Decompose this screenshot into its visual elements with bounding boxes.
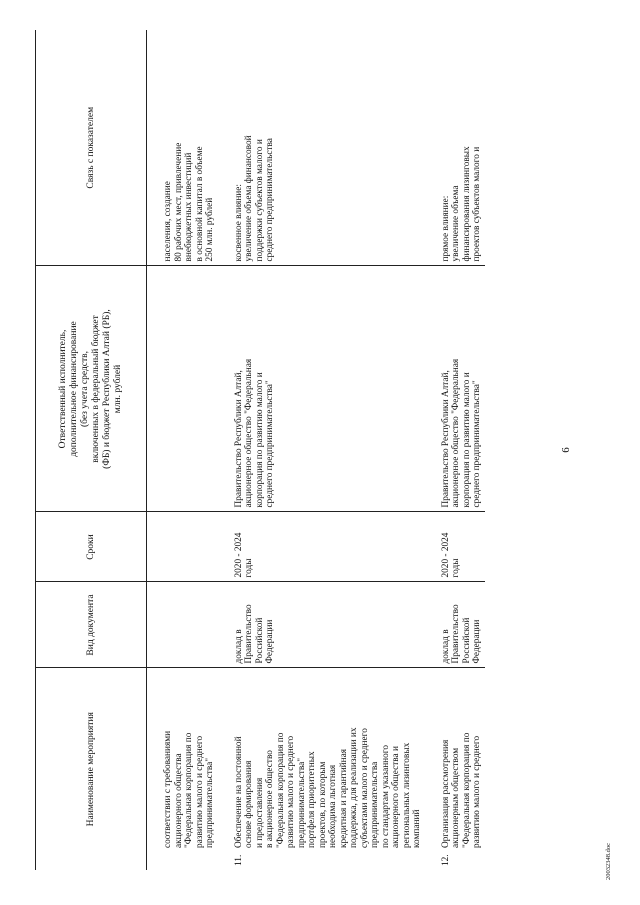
header-terms: Сроки <box>36 512 147 582</box>
row-name: Обеспечение на постоянной основе формирования и предоставления в акционерное общество "Федеральная корпорация по развитию малого и среднего предпринимательства" портфеля приоритетных проектов, по которым необходима льготная кредитная и гарантийная поддержка, для реализации их субъектами малого и среднего предпринимательства по стандартам указанного акционерного общества и региональных лизинговых компаний <box>233 727 422 848</box>
row-doc-type: доклад в Правительство Российской Федерации <box>439 582 485 668</box>
row-link: прямое влияние: увеличение объема финансирования лизинговых проектов субъектов малого и <box>439 30 485 266</box>
row-terms: 2020 - 2024 годы <box>439 512 485 582</box>
header-link: Связь с показателем <box>36 30 147 266</box>
header-name: Наименование мероприятия <box>36 668 147 870</box>
header-executor: Ответственный исполнитель, дополнительное финансирование (без учета средств, включенных в федеральный бюджет (ФБ) и бюджет Республики Алтай (РБ), млн. рублей <box>36 266 147 512</box>
row-doc-type: доклад в Правительство Российской Федерации <box>232 582 425 668</box>
row-executor: Правительство Республики Алтай, акционерное общество "Федеральная корпорация по развитию малого и среднего предпринимательства" <box>232 266 425 512</box>
measures-table <box>35 30 485 870</box>
row-number: 12. <box>440 854 451 866</box>
row-link: косвенное влияние: увеличение объема финансовой поддержки субъектов малого и среднего предпринимательства <box>232 30 425 266</box>
row-executor <box>161 266 218 512</box>
table-header-row <box>36 30 147 870</box>
table-row <box>232 30 425 870</box>
row-terms: 2020 - 2024 годы <box>232 512 425 582</box>
row-name: соответствии с требованиями акционерного общества "Федеральная корпорация по развитию малого и среднего предпринимательства" <box>163 730 215 848</box>
rotated-document-page <box>25 20 615 880</box>
header-doc-type: Вид документа <box>36 582 147 668</box>
row-link: населения, создание 80 рабочих мест, привлечение внебюджетных инвестиций в основной капитал в объеме 250 млн. рублей <box>161 30 218 266</box>
page-number: 6 <box>560 447 572 453</box>
table-row <box>161 30 218 870</box>
row-executor: Правительство Республики Алтай, акционерное общество "Федеральная корпорация по развитию малого и среднего предпринимательства" <box>439 266 485 512</box>
footer-file-code: 20032348.doc <box>605 842 612 880</box>
row-name: Организация рассмотрения акционерным обществом "Федеральная корпорация по развитию малого и среднего <box>440 732 482 848</box>
row-terms <box>161 512 218 582</box>
table-row <box>439 30 485 870</box>
row-number <box>161 852 218 870</box>
row-doc-type <box>161 582 218 668</box>
row-number: 11. <box>233 854 244 866</box>
